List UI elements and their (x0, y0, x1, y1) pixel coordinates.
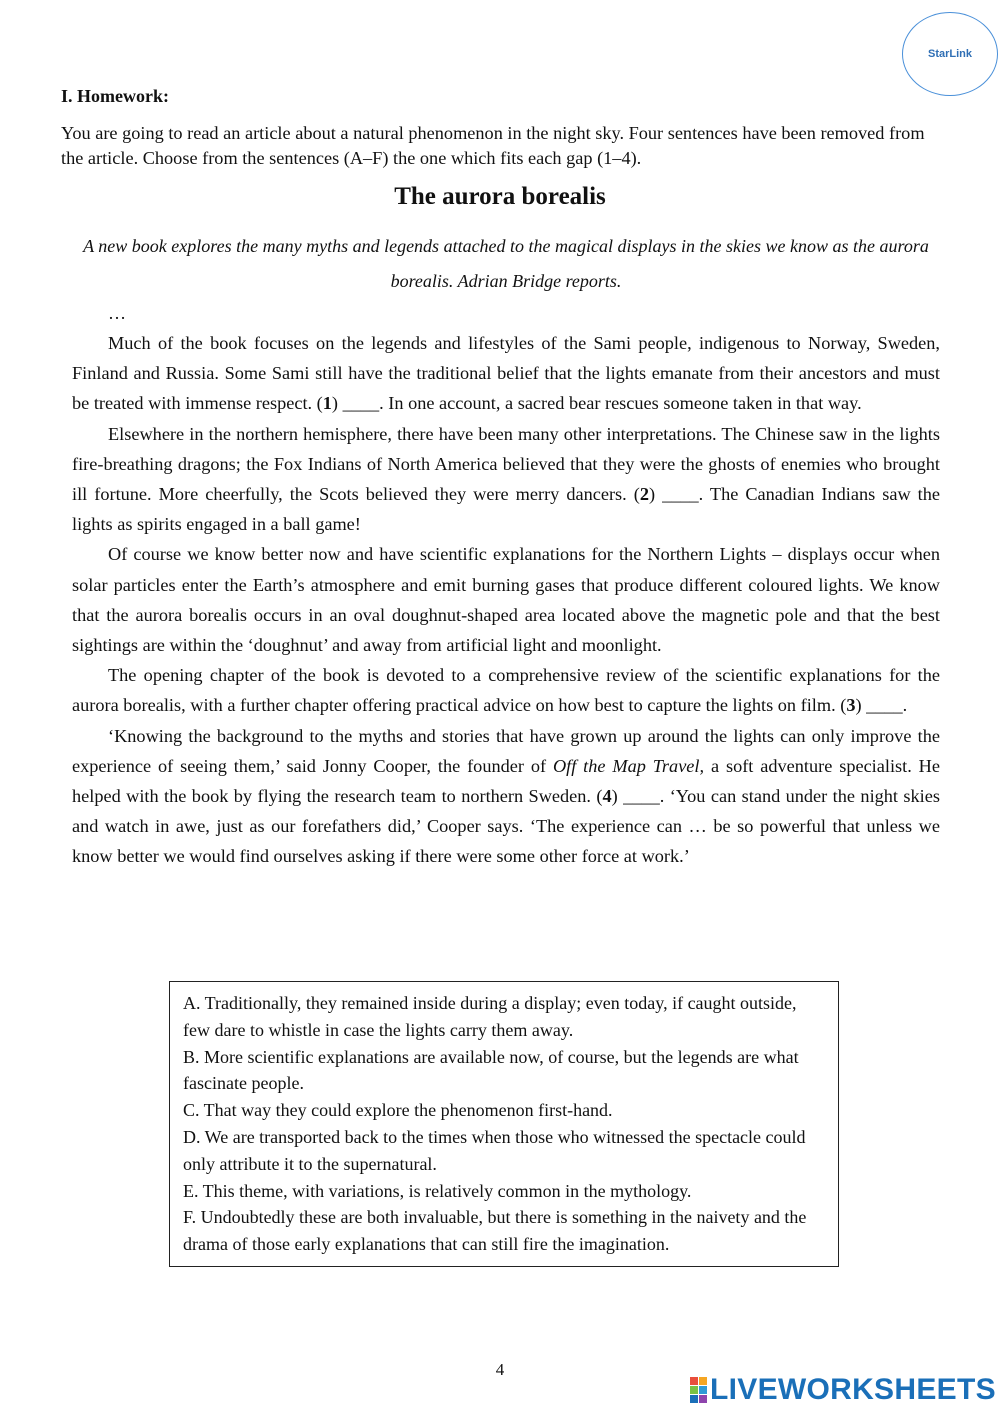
liveworksheets-wordmark: LIVEWORKSHEETS (710, 1373, 996, 1406)
page-number: 4 (495, 1360, 505, 1379)
homework-instruction: You are going to read an article about a natural phenomenon in the night sky. Four sentences have been removed from the article. Choose from the sentences (A–F) the one which fits each gap (1–4). (61, 123, 925, 168)
starlink-logo (902, 12, 998, 96)
logo-text: StarLink (927, 48, 972, 60)
article-body (72, 328, 940, 872)
options-box (169, 981, 839, 1267)
article-ellipsis: … (108, 303, 126, 323)
block (690, 1377, 698, 1385)
option-e: E. This theme, with variations, is relatively common in the mythology. (183, 1180, 692, 1201)
homework-heading: I. Homework: (61, 86, 169, 106)
article-paragraph-5 (72, 721, 940, 872)
paragraph-text: ) ____. ‘You can stand under the night skies and watch in awe, just as our forefathers did,’ Cooper says. ‘The experience can … be so powerful that unless we know better we would find ourselves asking if there were some other force at work.’ (72, 786, 940, 867)
block (699, 1386, 707, 1394)
article-title: The aurora borealis (394, 183, 606, 210)
company-name: Off the Map Travel, (552, 755, 705, 776)
article-paragraph-2 (72, 419, 940, 540)
article-subtitle: A new book explores the many myths and legends attached to the magical displays in the skies we know as the aurora borealis. Adrian Bridge reports. (83, 236, 929, 291)
option-c: C. That way they could explore the phenomenon first-hand. (183, 1100, 613, 1121)
gap-number-4: 4 (602, 786, 612, 807)
paragraph-text: ) ____. In one account, a sacred bear rescues someone taken in that way. (331, 393, 862, 414)
liveworksheets-logo (690, 1372, 996, 1408)
paragraph-text: The opening chapter of the book is devoted to a comprehensive review of the scientific explanations for the aurora borealis, with a further chapter offering practical advice on how best to capture the lights on film. ( (72, 665, 940, 716)
option-b: B. More scientific explanations are available now, of course, but the legends are what fascinate people. (183, 1046, 799, 1094)
gap-number-3: 3 (846, 695, 856, 716)
paragraph-text: a soft adventure specialist. He helped with the book by flying the research team to northern Sweden. ( (72, 755, 940, 807)
article-paragraph-1 (72, 328, 940, 419)
article-paragraph-3: Of course we know better now and have scientific explanations for the Northern Lights – displays occur when solar particles enter the Earth’s atmosphere and emit burning gases that produce different coloured lights. We know that the aurora borealis occurs in an oval doughnut-shaped area located above the magnetic pole and that the best sightings are within the ‘doughnut’ and away from artificial light and moonlight. (72, 544, 940, 656)
block (690, 1386, 698, 1394)
gap-number-2: 2 (639, 484, 649, 505)
paragraph-text: ) ____. The Canadian Indians saw the lights as spirits engaged in a ball game! (72, 484, 941, 535)
option-a: A. Traditionally, they remained inside during a display; even today, if caught outside, few dare to whistle in case the lights carry them away. (183, 993, 797, 1040)
block (699, 1395, 707, 1403)
block (699, 1377, 707, 1385)
paragraph-text: Elsewhere in the northern hemisphere, there have been many other interpretations. The Chinese saw in the lights fire-breathing dragons; the Fox Indians of North America believed that they were the ghosts of enemies who brought ill fortune. More cheerfully, the Scots believed they were merry dancers. ( (72, 423, 940, 505)
option-f: F. Undoubtedly these are both invaluable, but there is something in the naivety and the drama of those early explanations that can still fire the imagination. (183, 1207, 807, 1255)
liveworksheets-blocks-icon (690, 1377, 707, 1403)
paragraph-text: ) ____. (855, 695, 908, 716)
block (690, 1395, 698, 1403)
gap-number-1: 1 (322, 393, 332, 414)
paragraph-text: ‘Knowing the background to the myths and stories that have grown up around the lights can only improve the experience of seeing them,’ said Jonny Cooper, the founder of (72, 725, 940, 776)
article-paragraph-4 (72, 660, 940, 720)
paragraph-text: Much of the book focuses on the legends and lifestyles of the Sami people, indigenous to Norway, Sweden, Finland and Russia. Some Sami still have the traditional belief that the lights emanate from their ancestors and must be treated with immense respect. ( (72, 333, 940, 414)
option-d: D. We are transported back to the times when those who witnessed the spectacle could only attribute it to the supernatural. (183, 1126, 806, 1174)
